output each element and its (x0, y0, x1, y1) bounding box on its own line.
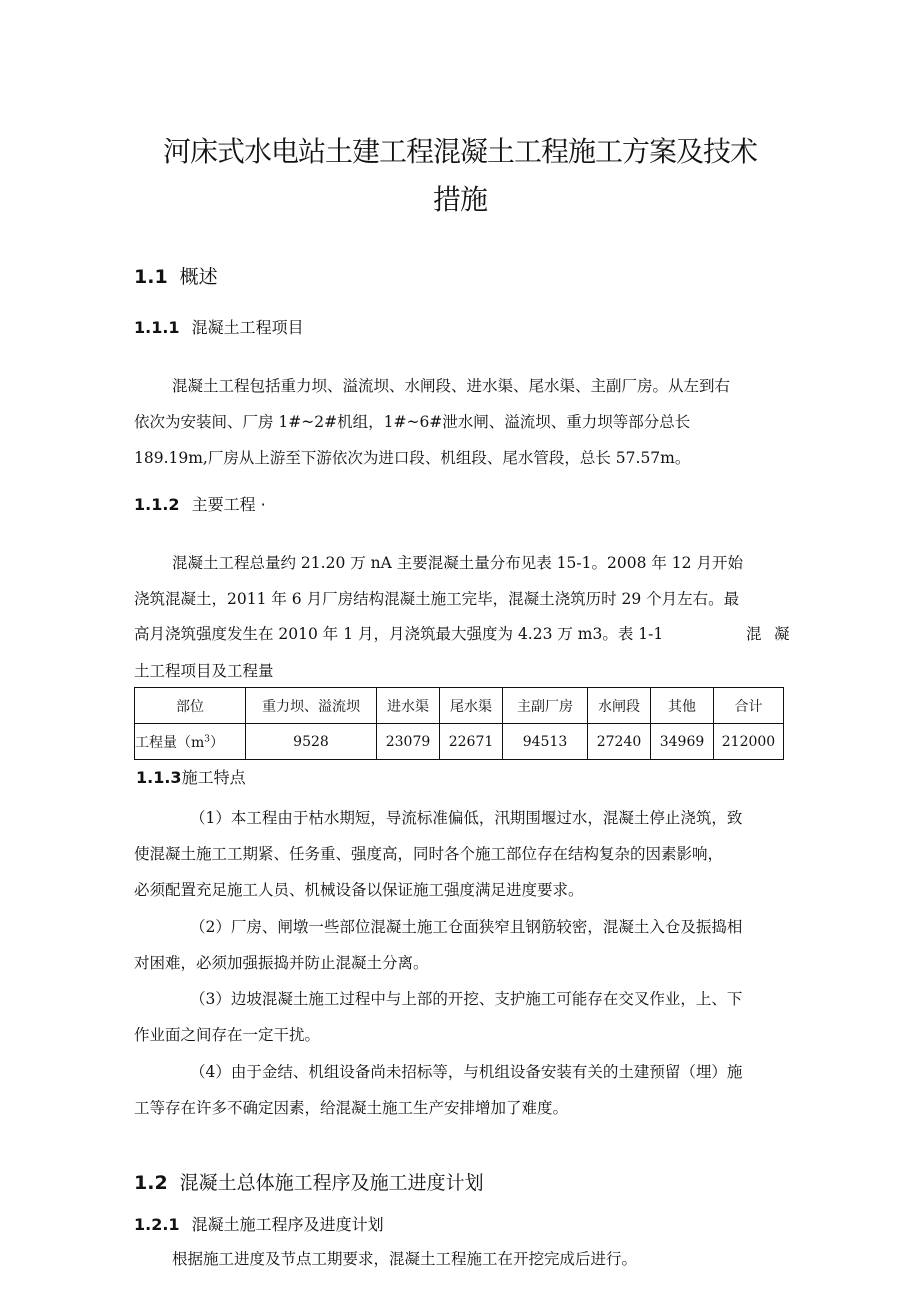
feature-line: 对困难，必须加强振捣并防止混凝土分离。 (134, 954, 429, 972)
paragraph-line: 混凝土工程总量约 21.20 万 nA 主要混凝土量分布见表 15-1。2008 年 12 月开始 (172, 554, 743, 572)
table-cell: 212000 (714, 724, 784, 760)
quantity-table (134, 687, 784, 760)
table-row (135, 724, 784, 760)
table-cell: 34969 (651, 724, 714, 760)
table-cell: 94513 (503, 724, 588, 760)
table-header-cell: 主副厂房 (503, 688, 588, 724)
table-header-cell: 水闸段 (588, 688, 651, 724)
feature-line: 作业面之间存在一定干扰。 (134, 1026, 321, 1044)
feature-line: （4）由于金结、机组设备尚未招标等，与机组设备安装有关的土建预留（埋）施 (190, 1063, 743, 1081)
table-header-cell: 进水渠 (377, 688, 440, 724)
table-header-cell: 部位 (135, 688, 246, 724)
paragraph-line: 混凝土工程包括重力坝、溢流坝、水闸段、进水渠、尾水渠、主副厂房。从左到右 (172, 377, 731, 395)
table-row-label: 工程量$(m^3)$ (135, 724, 246, 760)
table-header-cell: 重力坝、溢流坝 (246, 688, 377, 724)
table-cell: 23079 (377, 724, 440, 760)
table-header-cell: 合计 (714, 688, 784, 724)
section-heading-1-2: 1.2 混凝土总体施工程序及施工进度计划 (134, 1172, 484, 1194)
table-header-cell: 尾水渠 (440, 688, 503, 724)
paragraph-line: 浇筑混凝土，2011 年 6 月厂房结构混凝土施工完毕，混凝土浇筑历时 29 个月左右。最 (134, 590, 740, 608)
paragraph-line: 189.19m,厂房从上游至下游依次为进口段、机组段、尾水管段，总长 57.57m。 (134, 449, 691, 467)
section-heading-1-2-1: 1.2.1 混凝土施工程序及进度计划 (134, 1215, 384, 1234)
paragraph-line: 依次为安装间、厂房 1#~2#机组，1#~6#泄水闸、溢流坝、重力坝等部分总长 (134, 413, 691, 431)
feature-line: （3）边坡混凝土施工过程中与上部的开挖、支护施工可能存在交叉作业，上、下 (190, 990, 743, 1008)
document-title-line2: 措施 (432, 183, 487, 216)
feature-line: 工等存在许多不确定因素，给混凝土施工生产安排增加了难度。 (134, 1099, 569, 1117)
paragraph-line: 土工程项目及工程量 (134, 662, 274, 680)
table-cell: 22671 (440, 724, 503, 760)
document-title-line1: 河床式水电站土建工程混凝土工程施工方案及技术 (162, 135, 757, 168)
table-cell: 9528 (246, 724, 377, 760)
table-header-row (135, 688, 784, 724)
table-header-cell: 其他 (651, 688, 714, 724)
feature-line: 必须配置充足施工人员、机械设备以保证施工强度满足进度要求。 (134, 881, 584, 899)
feature-line: 使混凝土施工工期紧、任务重、强度高，同时各个施工部位存在结构复杂的因素影响， (134, 845, 724, 863)
section-heading-1-1-3: 1.1.3施工特点 (136, 768, 246, 787)
section-heading-1-1: 1.1 概述 (134, 266, 218, 288)
feature-line: （1）本工程由于枯水期短，导流标准偏低，汛期围堰过水，混凝土停止浇筑，致 (190, 809, 743, 827)
table-cell: 27240 (588, 724, 651, 760)
paragraph-line: 高月浇筑强度发生在 2010 年 1 月，月浇筑最大强度为 4.23 万 m3。表 1-1 混 凝 (134, 625, 790, 643)
section-heading-1-1-2: 1.1.2 主要工程 · (134, 495, 266, 514)
section-heading-1-1-1: 1.1.1 混凝土工程项目 (134, 318, 304, 337)
paragraph-line: 根据施工进度及节点工期要求，混凝土工程施工在开挖完成后进行。 (172, 1250, 638, 1268)
feature-line: （2）厂房、闸墩一些部位混凝土施工仓面狭窄且钢筋较密，混凝土入仓及振捣相 (190, 918, 743, 936)
